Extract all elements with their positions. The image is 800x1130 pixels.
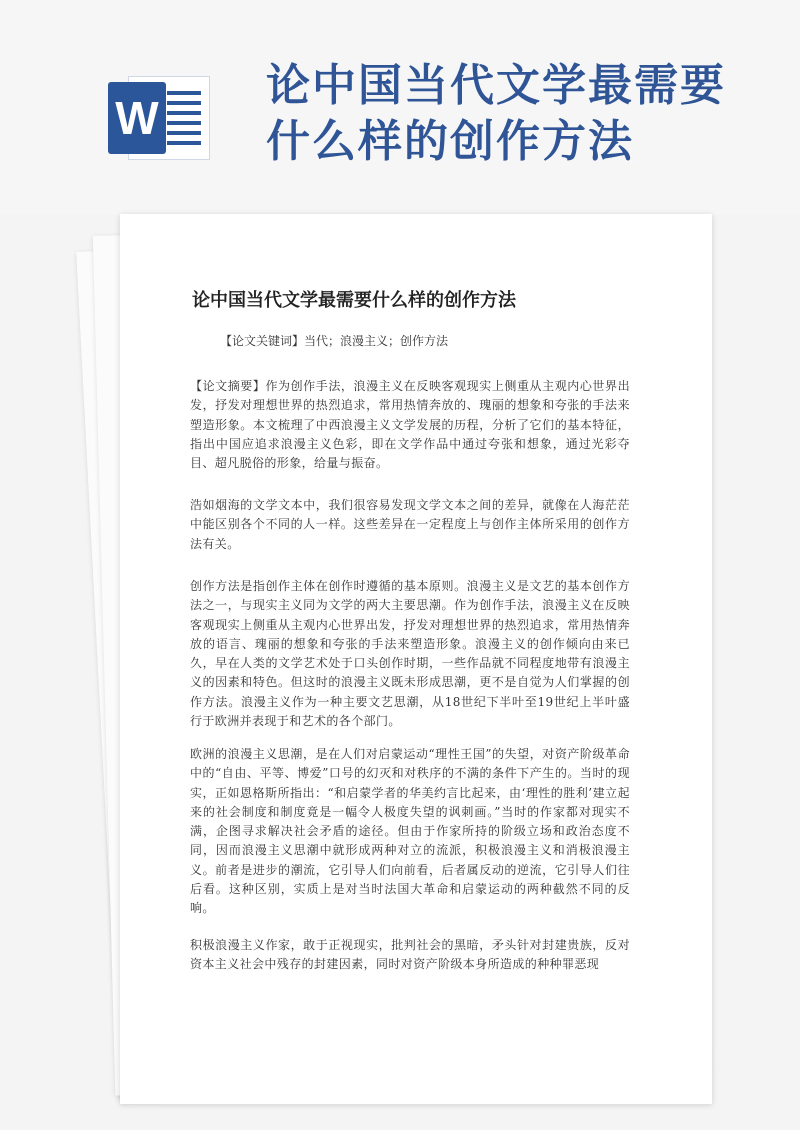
word-document-icon (108, 76, 212, 160)
header-title: 论中国当代文学最需要什么样的创作方法 (266, 60, 726, 167)
body-paragraph: 浩如烟海的文学文本中，我们很容易发现文学文本之间的差异，就像在人海茫茫中能区别各个不同的人一样。这些差异在一定程度上与创作主体所采用的创作方法有关。 (190, 498, 630, 551)
page-header (0, 0, 800, 215)
word-badge: W (108, 82, 166, 154)
body-paragraph: 创作方法是指创作主体在创作时遵循的基本原则。浪漫主义是文艺的基本创作方法之一，与现实主义同为文学的两大主要思潮。作为创作手法，浪漫主义在反映客观现实上侧重从主观内心世界出发，抒发对理想世界的热烈追求，常用热情奔放的语言、瑰丽的想象和夸张的手法来塑造形象。浪漫主义的创作倾向由来已久，早在人类的文学艺术处于口头创作时期，一些作品就不同程度地带有浪漫主义的因素和特色。但这时的浪漫主义既未形成思潮，更不是自觉为人们掌握的创作方法。浪漫主义作为一种主要文艺思潮，从18世纪下半叶至19世纪上半叶盛行于欧洲并表现于和艺术的各个部门。 (190, 579, 630, 729)
body-paragraph: 欧洲的浪漫主义思潮，是在人们对启蒙运动“理性王国”的失望，对资产阶级革命中的“自由、平等、博爱”口号的幻灭和对秩序的不满的条件下产生的。当时的现实，正如恩格斯所指出：“和启蒙学者的华美约言比起来，由‘理性的胜利’建立起来的社会制度和制度竟是一幅令人极度失望的讽刺画。”当时的作家都对现实不满，企图寻求解决社会矛盾的途径。但由于作家所持的阶级立场和政治态度不同，因而浪漫主义思潮中就形成两种对立的流派，积极浪漫主义和消极浪漫主义。前者是进步的潮流，它引导人们向前看，后者属反动的逆流，它引导人们往后看。这种区别，实质上是对当时法国大革命和启蒙运动的两种截然不同的反响。 (190, 747, 630, 916)
keywords-line: 【论文关键词】当代；浪漫主义；创作方法 (220, 334, 449, 348)
document-title: 论中国当代文学最需要什么样的创作方法 (192, 290, 516, 311)
body-paragraph: 积极浪漫主义作家，敢于正视现实，批判社会的黑暗，矛头针对封建贵族，反对资本主义社会中残存的封建因素，同时对资产阶级本身所造成的种种罪恶现 (190, 938, 630, 972)
abstract-paragraph: 【论文摘要】作为创作手法，浪漫主义在反映客观现实上侧重从主观内心世界出发，抒发对理想世界的热烈追求，常用热情奔放的、瑰丽的想象和夸张的手法来塑造形象。本文梳理了中西浪漫主义文学发展的历程，分析了它们的基本特征，指出中国应追求浪漫主义色彩，即在文学作品中通过夸张和想象，通过光彩夺目、超凡脱俗的形象，给量与振奋。 (190, 379, 630, 471)
document-page (120, 214, 712, 1104)
